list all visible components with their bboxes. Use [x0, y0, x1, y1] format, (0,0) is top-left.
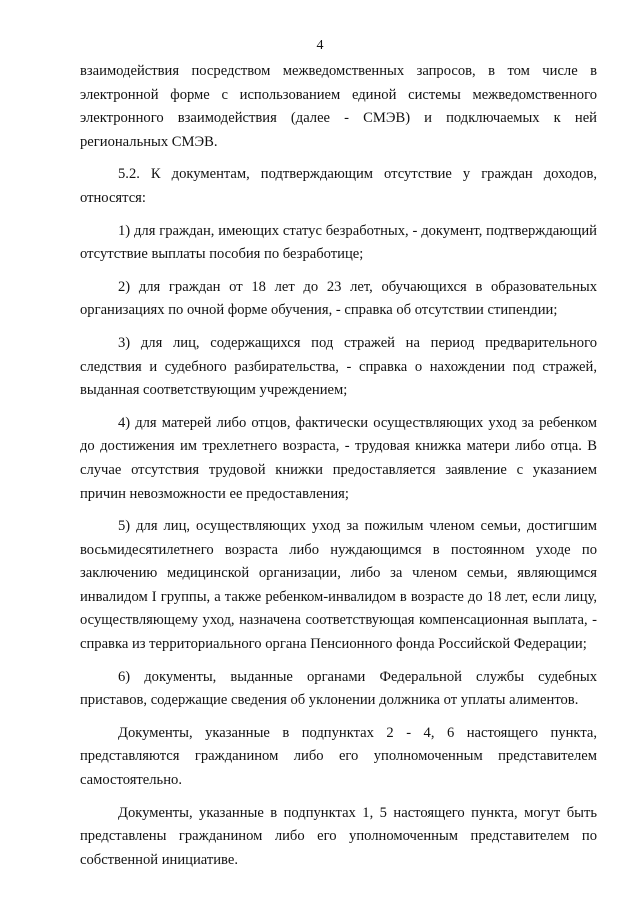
paragraph-item-1: 1) для граждан, имеющих статус безработных, - документ, подтверждающий отсутствие выплаты пособия по безработице;: [80, 222, 597, 263]
paragraph-documents-self: Документы, указанные в подпунктах 2 - 4, 6 настоящего пункта, представляются гражданином либо его уполномоченным представителем самостоятельно.: [80, 724, 597, 789]
paragraph-documents-initiative: Документы, указанные в подпунктах 1, 5 настоящего пункта, могут быть представлены гражданином либо его уполномоченным представителем по собственной инициативе.: [80, 804, 597, 868]
page-number: 4: [316, 38, 324, 53]
paragraph-item-4: 4) для матерей либо отцов, фактически осуществляющих уход за ребенком до достижения им трехлетнего возраста, - трудовая книжка матери либо отца. В случае отсутствия трудовой книжки предоставляется заявление с указанием причин невозможности ее предоставления;: [80, 414, 597, 502]
paragraph-item-5: 5) для лиц, осуществляющих уход за пожилым членом семьи, достигшим восьмидесятилетнего возраста либо нуждающимся в постоянном уходе по заключению медицинской организации, либо за членом семьи, являющимся инвалидом I группы, а также ребенком-инвалидом в возрасте до 18 лет, если лицу, осуществляющему уход, назначена соответствующая компенсационная выплата, - справка из территориального органа Пенсионного фонда Российской Федерации;: [80, 518, 597, 653]
paragraph-clause-5-2: 5.2. К документам, подтверждающим отсутствие у граждан доходов, относятся:: [80, 166, 597, 206]
paragraph-item-2: 2) для граждан от 18 лет до 23 лет, обучающихся в образовательных организациях по очной форме обучения, - справка об отсутствии стипендии;: [80, 278, 597, 319]
paragraph-continuation: взаимодействия посредством межведомственных запросов, в том числе в электронной форме с использованием единой системы межведомственного электронного взаимодействия (далее - СМЭВ) и подключаемых к ней региональных СМЭВ.: [80, 63, 597, 150]
document-body: [80, 60, 597, 872]
paragraph-item-3: 3) для лиц, содержащихся под стражей на период предварительного следствия и судебного разбирательства, - справка о нахождении под стражей, выданная соответствующим учреждением;: [80, 334, 597, 399]
paragraph-item-6: 6) документы, выданные органами Федеральной службы судебных приставов, содержащие сведения об уклонении должника от уплаты алиментов.: [80, 668, 597, 709]
